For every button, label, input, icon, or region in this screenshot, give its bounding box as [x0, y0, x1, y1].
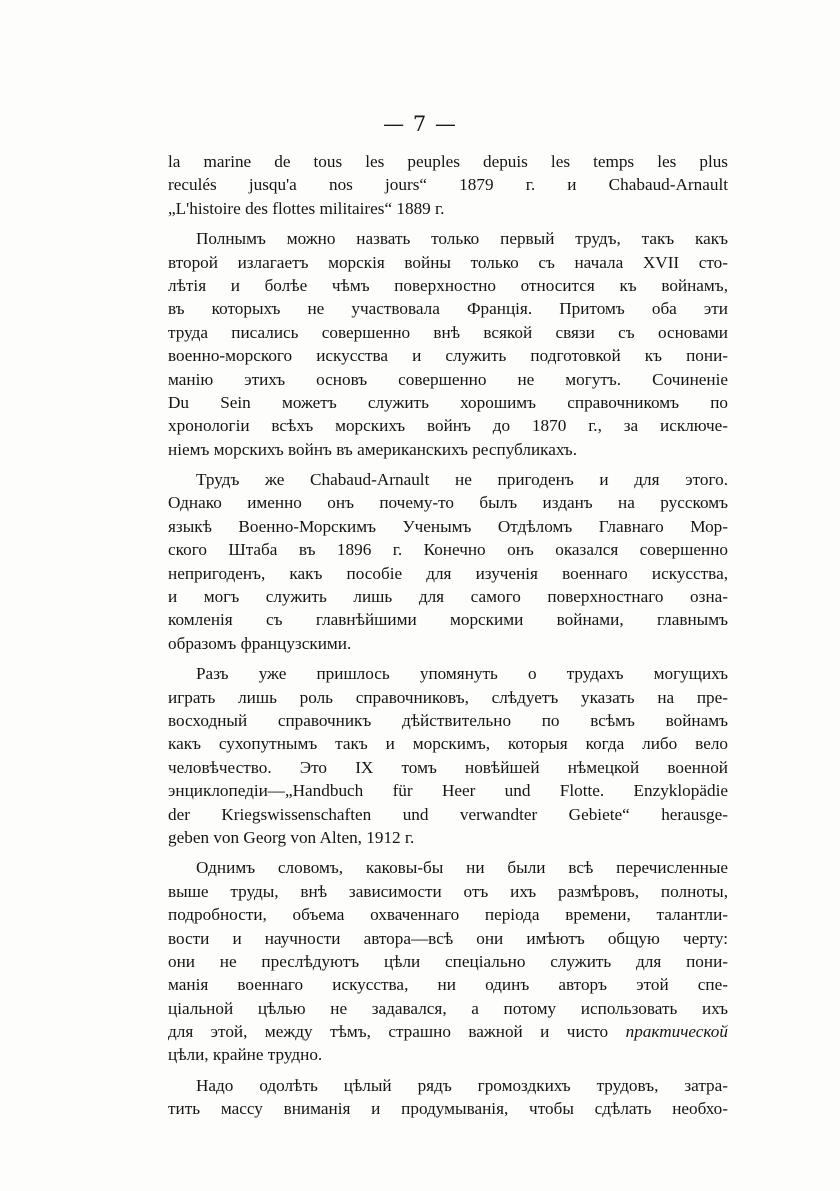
- text-line: Надо одолѣть цѣлый рядъ громоздкихъ трудовъ, затра-: [196, 1075, 728, 1095]
- italic-word: практической: [625, 1022, 728, 1042]
- text-fragment: для этой, между тѣмъ, страшно важной и чисто: [168, 1022, 609, 1042]
- page-number: — 7 —: [383, 112, 457, 136]
- paragraph: [168, 1074, 728, 1121]
- text-line: они не преслѣдуютъ цѣли спеціально служить для пони-: [168, 951, 728, 971]
- text-line: Du Sein можетъ служить хорошимъ справочникомъ по: [168, 392, 728, 412]
- text-line: вости и научности автора—всѣ они имѣютъ общую черту:: [168, 928, 728, 948]
- text-line: и могъ служить лишь для самого поверхностнаго озна-: [168, 587, 728, 607]
- text-line: [168, 1020, 728, 1043]
- text-line: Однимъ словомъ, каковы-бы ни были всѣ перечисленные: [196, 858, 728, 878]
- text-line: выше труды, внѣ зависимости отъ ихъ размѣровъ, полноты,: [168, 881, 728, 901]
- text-line: ніемъ морскихъ войнъ въ американскихъ республикахъ.: [168, 439, 577, 459]
- text-line: reculés jusqu'a nos jours“ 1879 г. и Chabaud-Arnault: [168, 175, 728, 195]
- text-line: der Kriegswissenschaften und verwandter Gebiete“ herausge-: [168, 804, 728, 824]
- text-line: Однако именно онъ почему-то былъ изданъ на русскомъ: [168, 493, 728, 513]
- text-line: лѣтія и болѣе чѣмъ поверхностно относится къ войнамъ,: [168, 275, 728, 295]
- paragraph: [168, 662, 728, 849]
- text-line: непригоденъ, какъ пособіе для изученія военнаго искусства,: [168, 563, 728, 583]
- paragraph: [168, 856, 728, 1067]
- body-text: [168, 150, 728, 1121]
- text-line: la marine de tous les peuples depuis les temps les plus: [168, 152, 728, 171]
- text-line: подробности, объема охваченнаго періода времени, талантли-: [168, 905, 728, 925]
- text-line: энциклопедіи—„Handbuch für Heer und Flotte. Enzyklopädie: [168, 781, 728, 801]
- text-line: хронологіи всѣхъ морскихъ войнъ до 1870 г., за исключе-: [168, 416, 728, 436]
- text-line: въ которыхъ не участвовала Франція. Притомъ оба эти: [168, 299, 728, 319]
- paragraph: [168, 227, 728, 461]
- text-line: языкѣ Военно-Морскимъ Ученымъ Отдѣломъ Главнаго Мор-: [168, 516, 728, 536]
- text-line: Полнымъ можно назвать только первый трудъ, такъ какъ: [196, 229, 728, 249]
- text-line: „L'histoire des flottes militaires“ 1889 г.: [168, 198, 445, 218]
- text-line: труда писались совершенно внѣ всякой связи съ основами: [168, 322, 728, 342]
- text-line: цѣли, крайне трудно.: [168, 1045, 323, 1065]
- text-line: восходный справочникъ дѣйствительно по всѣмъ войнамъ: [168, 710, 728, 730]
- text-line: geben von Georg von Alten, 1912 г.: [168, 827, 415, 847]
- text-line: Трудъ же Chabaud-Arnault не пригоденъ и для этого.: [196, 470, 728, 490]
- text-line: ского Штаба въ 1896 г. Конечно онъ оказался совершенно: [168, 540, 728, 560]
- text-line: Разъ уже пришлось упомянуть о трудахъ могущихъ: [196, 664, 728, 684]
- text-line: ціальной цѣлью не задавался, а потому использовать ихъ: [168, 998, 728, 1018]
- text-line: человѣчество. Это IX томъ новѣйшей нѣмецкой военной: [168, 757, 728, 777]
- paragraph: [168, 468, 728, 655]
- text-line: манію этихъ основъ совершенно не могутъ. Сочиненіе: [168, 369, 728, 389]
- text-line: военно-морского искусства и служить подготовкой къ пони-: [168, 346, 728, 366]
- text-line: играть лишь роль справочниковъ, слѣдуетъ указать на пре-: [168, 687, 728, 707]
- text-line: тить массу вниманія и продумыванія, чтобы сдѣлать необхо-: [168, 1099, 728, 1119]
- text-line: манія военнаго искусства, ни одинъ авторъ этой спе-: [168, 975, 728, 995]
- text-line: комленія съ главнѣйшими морскими войнами, главнымъ: [168, 610, 728, 630]
- paragraph: [168, 150, 728, 220]
- text-line: образомъ французскими.: [168, 633, 352, 653]
- text-line: второй излагаетъ морскія войны только съ начала XVII сто-: [168, 252, 728, 272]
- text-line: какъ сухопутнымъ такъ и морскимъ, которыя когда либо вело: [168, 734, 728, 754]
